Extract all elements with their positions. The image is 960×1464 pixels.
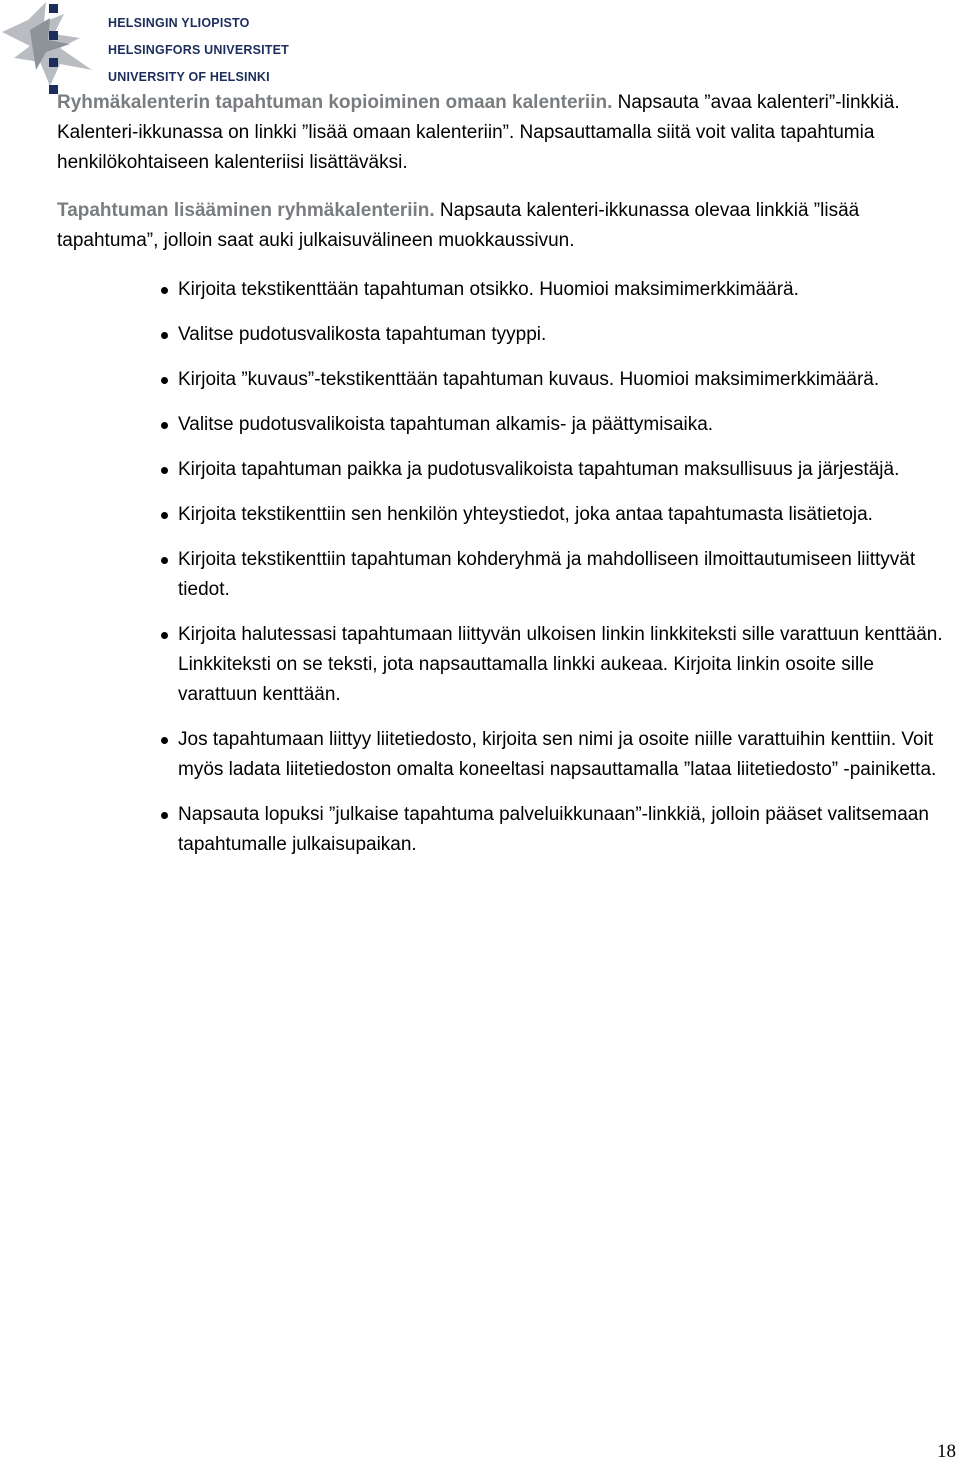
list-item: Kirjoita halutessasi tapahtumaan liittyvän ulkoisen linkin linkkiteksti sille varattuun kenttään. Linkkiteksti on se teksti, jota napsauttamalla linkki aukeaa. Kirjoita linkin osoite sille varattuun kenttään. (178, 620, 958, 710)
university-logo (0, 0, 290, 100)
list-item: Kirjoita tapahtuman paikka ja pudotusvalikoista tapahtuman maksullisuus ja järjestäjä. (178, 455, 958, 485)
list-item: Napsauta lopuksi ”julkaise tapahtuma palveluikkunaan”-linkkiä, jolloin pääset valitsemaan tapahtumalle julkaisupaikan. (178, 800, 958, 860)
list-item: Kirjoita tekstikenttiin tapahtuman kohderyhmä ja mahdolliseen ilmoittautumiseen liittyvät tiedot. (178, 545, 958, 605)
university-name-finnish: HELSINGIN YLIOPISTO (108, 16, 250, 30)
list-item: Valitse pudotusvalikoista tapahtuman alkamis- ja päättymisaika. (178, 410, 958, 440)
university-name-english: UNIVERSITY OF HELSINKI (108, 70, 270, 84)
list-item: Kirjoita tekstikenttiin sen henkilön yhteystiedot, joka antaa tapahtumasta lisätietoja. (178, 500, 958, 530)
intro-heading: Ryhmäkalenterin tapahtuman kopioiminen omaan kalenteriin. (57, 92, 613, 113)
intro-text: Napsauta ”avaa kalenteri”-linkkiä. Kalenteri-ikkunassa on linkki ”lisää omaan kalenteriin”. Napsauttamalla siitä voit valita tapahtumia henkilökohtaiseen kalenteriisi lisättäväksi. (57, 92, 900, 173)
intro-paragraph (57, 88, 947, 178)
add-event-text: Napsauta kalenteri-ikkunassa olevaa linkkiä ”lisää tapahtuma”, jolloin saat auki julkaisuvälineen muokkaussivun. (57, 200, 860, 251)
university-name-swedish: HELSINGFORS UNIVERSITET (108, 43, 290, 57)
add-event-paragraph (57, 196, 947, 256)
add-event-heading: Tapahtuman lisääminen ryhmäkalenteriin. (57, 200, 435, 221)
list-item: Kirjoita ”kuvaus”-tekstikenttään tapahtuman kuvaus. Huomioi maksimimerkkimäärä. (178, 365, 958, 395)
university-emblem-icon (0, 0, 110, 100)
list-item: Valitse pudotusvalikosta tapahtuman tyyppi. (178, 320, 958, 350)
list-item: Kirjoita tekstikenttään tapahtuman otsikko. Huomioi maksimimerkkimäärä. (178, 275, 958, 305)
list-item: Jos tapahtumaan liittyy liitetiedosto, kirjoita sen nimi ja osoite niille varattuihin kenttiin. Voit myös ladata liitetiedoston omalta koneeltasi napsauttamalla ”lataa liitetiedosto” -painiketta. (178, 725, 958, 785)
instruction-list (178, 275, 958, 875)
page-number: 18 (937, 1441, 956, 1462)
